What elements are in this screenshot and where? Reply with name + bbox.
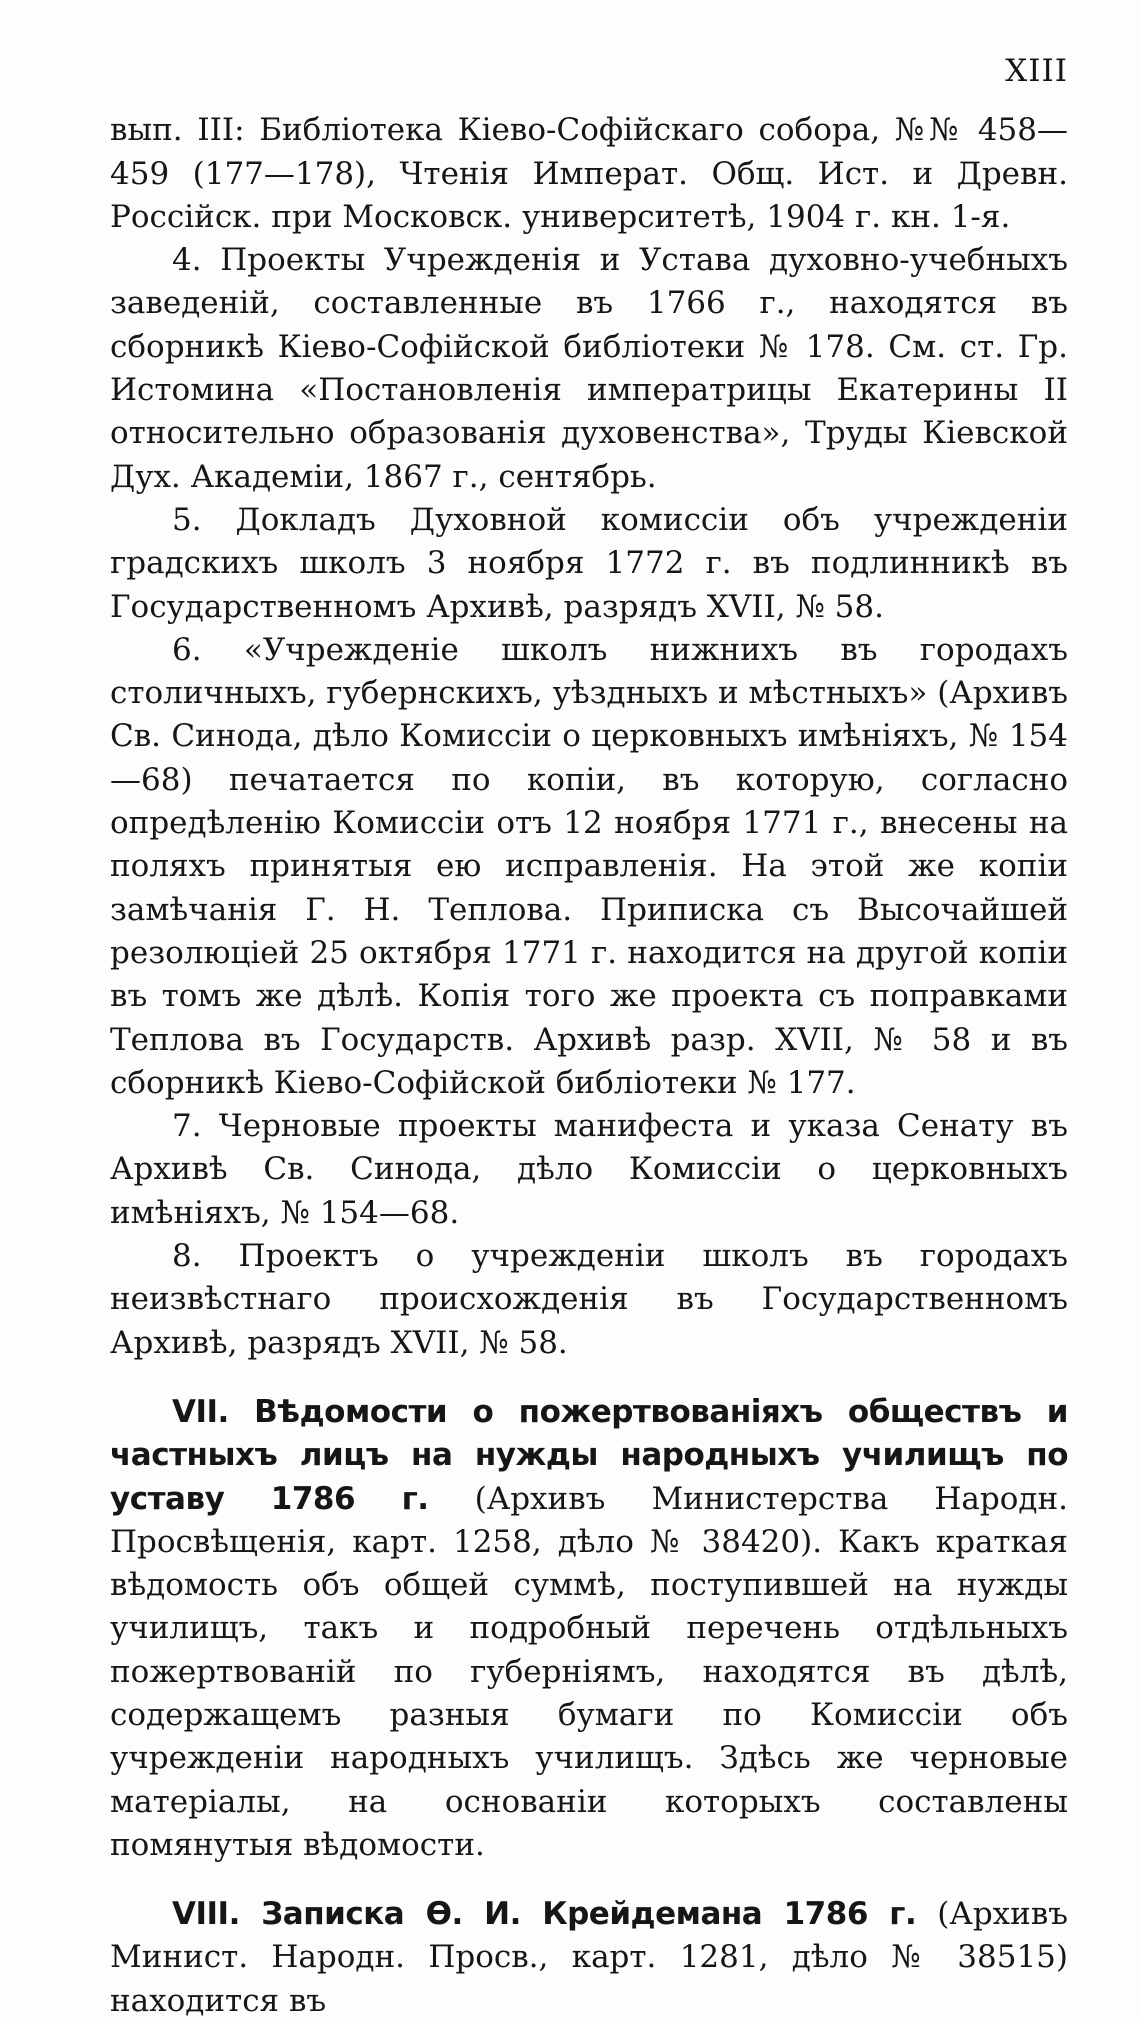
section-vii-title: VII. Вѣдомости о пожертвованіяхъ обществъ и частныхъ лицъ на нужды народныхъ училищъ по уставу 1786 г. (110, 1393, 1068, 1517)
section-viii-body: (Архивъ Минист. Народн. Просв., карт. 1281, дѣло № 38515) находится въ (110, 1896, 1069, 2019)
document-page (110, 50, 1068, 2023)
section-viii-title: VIII. Записка Ѳ. И. Крейдемана 1786 г. (172, 1896, 917, 1933)
paragraph-item-8: 8. Проектъ о учрежденіи школъ въ городахъ неизвѣстнаго происхожденія въ Государственномъ Архивѣ, разрядъ XVII, № 58. (110, 1238, 1068, 1361)
paragraph-item-4: 4. Проекты Учрежденія и Устава духовно-учебныхъ заведеній, составленные въ 1766 г., находятся въ сборникѣ Кіево-Софійской библіотеки № 178. См. ст. Гр. Истомина «Постановленія императрицы Екатерины II относительно образованія духовенства», Труды Кіевской Дух. Академіи, 1867 г., сентябрь. (110, 242, 1068, 495)
section-viii (110, 1893, 1068, 2023)
page-number: XIII (1005, 53, 1068, 89)
paragraph-item-6: 6. «Учрежденіе школъ нижнихъ въ городахъ столичныхъ, губернскихъ, уѣздныхъ и мѣстныхъ» (Архивъ Св. Синода, дѣло Комиссіи о церковныхъ имѣніяхъ, № 154—68) печатается по копіи, въ которую, согласно опредѣленію Комиссіи отъ 12 ноября 1771 г., внесены на поляхъ принятыя ею исправленія. На этой же копіи замѣчанія Г. Н. Теплова. Приписка съ Высочайшей резолюціей 25 октября 1771 г. находится на другой копіи въ томъ же дѣлѣ. Копія того же проекта съ поправками Теплова въ Государств. Архивѣ разр. XVII, № 58 и въ сборникѣ Кіево-Софійской библіотеки № 177. (110, 631, 1068, 1101)
section-vii (110, 1391, 1068, 1867)
paragraph-item-7: 7. Черновые проекты манифеста и указа Сенату въ Архивѣ Св. Синода, дѣло Комиссіи о церковныхъ имѣніяхъ, № 154—68. (110, 1108, 1068, 1231)
section-vii-body: (Архивъ Министерства Народн. Просвѣщенія, карт. 1258, дѣло № 38420). Какъ краткая вѣдомость объ общей суммѣ, поступившей на нужды училищъ, такъ и подробный перечень отдѣльныхъ пожертвованій по губерніямъ, находятся въ дѣлѣ, содержащемъ разныя бумаги по Комиссіи объ учрежденіи народныхъ училищъ. Здѣсь же черновые матеріалы, на основаніи которыхъ составлены помянутыя вѣдомости. (110, 1480, 1069, 1863)
paragraph-item-5: 5. Докладъ Духовной комиссіи объ учрежденіи градскихъ школъ 3 ноября 1772 г. въ подлинникѣ въ Государственномъ Архивѣ, разрядъ XVII, № 58. (110, 501, 1068, 625)
paragraph-continuation: вып. III: Библіотека Кіево-Софійскаго собора, №№ 458—459 (177—178), Чтенія Императ. Общ. Ист. и Древн. Россійск. при Московск. университетѣ, 1904 г. кн. 1-я. (110, 112, 1068, 235)
